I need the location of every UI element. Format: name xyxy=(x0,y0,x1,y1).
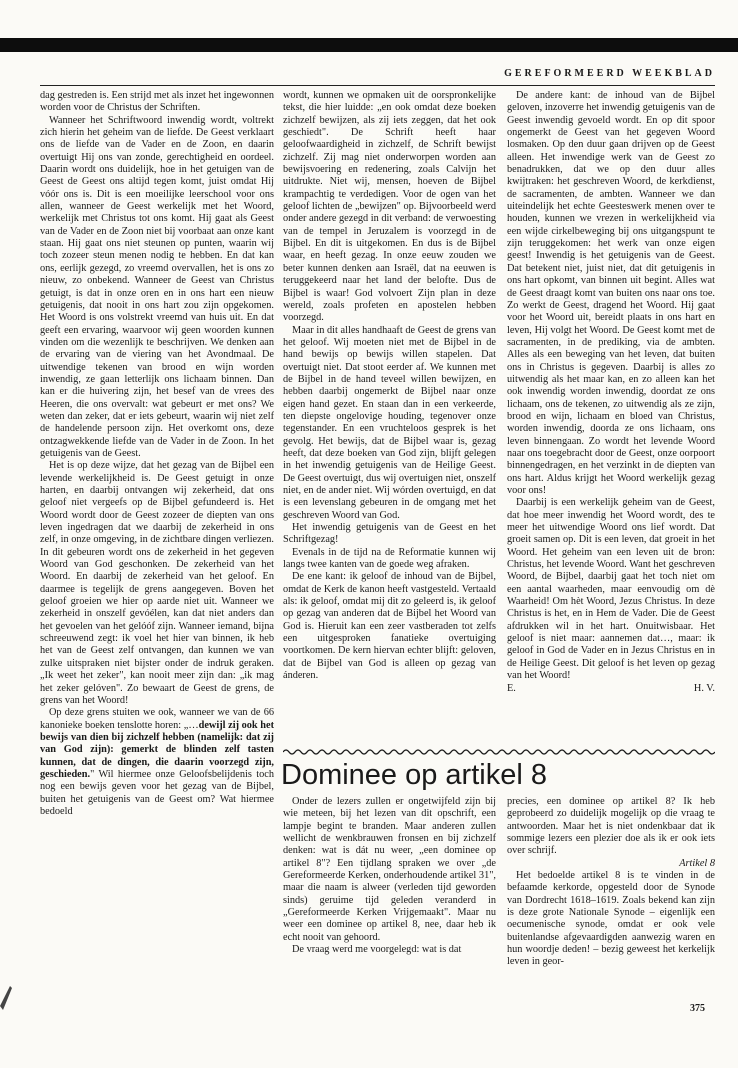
quote-lead: Op deze grens stuiten we ook, wanneer we van de 66 kanonieke boeken tenslotte horen: „… xyxy=(40,707,274,731)
signature-right: H. V. xyxy=(693,682,715,694)
paragraph: dag gestreden is. Een strijd met als inzet het ingewonnen worden voor de Christus der Schriften. xyxy=(40,90,274,114)
column-3-upper xyxy=(507,90,715,742)
paragraph: Het is op deze wijze, dat het gezag van de Bijbel een levende werkelijkheid is. De Geest getuigt in onze harten, en daarbij ontvangen wij zekerheid, dat ons geloof niet vergeefs op de Bijbel gefundeerd is. Het Woord wordt door de Geest zozeer de diepten van ons leven ingedragen dat we daarbij de zekerheid in ons zelf, in onze omgeving, in de zichtbare dingen verliezen. In dit gebeuren wordt ons de zekerheid in het gegeven Woord van God geschonken. De zekerheid van het Woord. En daarbij de zekerheid van het geloof. En daarmee is tegelijk de grens aangegeven. Boven het geloof groeien we hier op aarde niet uit. Wanneer we zekerheid in onszelf gevóélen, kan dat niet anders dan het gevoelen van het gelóóf zijn. Wanneer iemand, bijna schreeuwend zegt: ik voel het hier van binnen, ik heb het van de Geest zelf ontvangen, dan kunnen we van zulke uitspraken niet bijster onder de indruk geraken. „Ik weet het zeker", kan nooit meer zijn dan: „ik mag het zeker gelóven". Zo bewaart de Geest de grens, de grens van het Woord! xyxy=(40,460,274,706)
column-2-lower xyxy=(283,796,496,1002)
paragraph: De vraag werd me voorgelegd: wat is dat xyxy=(292,944,462,956)
subheading: Artikel 8 xyxy=(679,857,715,869)
quote-trail: " Wil hiermee onze Geloofsbelijdenis toch nog een bewijs geven voor het gezag van de Bijbel, buiten het getuigenis van de Geest om? Wat hiermee bedoeld xyxy=(40,768,274,817)
paragraph-confession-quote xyxy=(40,707,274,818)
paragraph: Wanneer het Schriftwoord inwendig wordt, voltrekt zich hierin het geheim van de liefde. De Geest verklaart ons de liefde van de Vader en de Zoon, en daarin overtuigt Hij ons van zonde, gerechtigheid en oordeel. Daarin wordt ons duidelijk, hoe in het getuigen van de Geest de Geest ons altijd tegen komt, juist omdat Hij vóór ons is. Dit is een moeilijke leerschool voor ons allen, wanneer de Geest werkelijk met het Woord, werkelijk met Christus tot ons komt. Hij gaat als Geest van de Vader en de Zoon niet bij voorbaat aan onze kant staan. Hij gaat ons niet steunen op punten, waarin wij toch zozeer steun menen nodig te hebben. En dat kan ons, eerlijk gezegd, zo vreemd overvallen, het is ons zo nieuw, zo onbekend. Wanneer de Geest van Christus getuigt, is dat in onze oren en in ons hart een nieuw getuigenis, dat nooit in ons hart zou zijn opgekomen. Het Woord is ons volstrekt vreemd van huis uit. En dat geeft een ervaring, waarvoor wij geen woorden kunnen vinden om die wezenlijk te beschrijven. We denken aan de ervaring van de viering van het Avondmaal. De uitwendige tekenen van brood en wijn worden inwendig, ze gaan letterlijk ons lichaam binnen. Dan kan er die huivering zijn, het besef van de vrees des Heeren, die ons overvalt: wat gebeurt er met ons? We weten dan zeker, dat er iets gebeurt, waarin wij niet zelf de handelende persoon zijn. Het overkomt ons, deze ontzagwekkende liefde van de Vader in de Zoon. In het getuigenis van de Geest. xyxy=(40,114,274,459)
paragraph: wordt, kunnen we opmaken uit de oorspronkelijke tekst, die hier luidde: „en ook omdat deze boeken zichzelf bewijzen, als zij iets zeggen, dat het ook geschiedt". De Schrift heeft haar geloofwaardigheid in zichzelf, de Schrift bewijst zichzelf. Zij mag niet onderworpen worden aan bewijsvoering en redenering, zoals Calvijn het uitdrukte. Niet wij, mensen, hoeven de Bijbel krampachtig te verdedigen. Voor de ogen van het geloof lichten de „bewijzen" op. Bijvoorbeeld werd onder andere gezegd in dit verband: de verwoesting van de tempel in Jeruzalem is voorzegd in de Bijbel. En dit is uitgekomen. En dus is de Bijbel waar, en heeft gezag. In onze eeuw zouden we beter kunnen denken aan Israël, dat na eeuwen is teruggekeerd naar het land der belofte. Dus de Bijbel is waar! God volvoert Zijn plan in deze wereld, zoals profeten en apostelen hebben voorzegd. xyxy=(283,90,496,324)
quote-bold: dewijl zij ook het bewijs van dien bij zichzelf hebben (namelijk: dat zij van God zijn): gemerkt de blinden zelf tasten kunnen, dat de dingen, die daarin voorzegd zijn, geschieden. xyxy=(40,719,274,780)
article-headline: Dominee op artikel 8 xyxy=(281,759,547,791)
wavy-divider xyxy=(283,748,715,756)
publication-masthead: GEREFORMEERD WEEKBLAD xyxy=(504,68,715,79)
paragraph: Onder de lezers zullen er ongetwijfeld zijn bij wie meteen, bij het lezen van dit opschrift, een lampje begint te branden. Maar anderen zullen wellicht de wenkbrauwen fronsen en bij zichzelf denken: wat is dát nu weer, „een dominee op artikel 8"? Een tijdlang spraken we over „de Gereformeerde Kerken, onderhoudende artikel 31", maar die naam is alweer (verleden tijd geworden sinds) geruime tijd geleden veranderd in „Gereformeerde Kerken Vrijgemaakt". Maar nu weer een dominee op artikel 8, nee, daar heb ik echt nooit van gehoord. xyxy=(283,796,496,943)
top-black-bar xyxy=(0,38,738,52)
scan-edge-mark xyxy=(0,980,14,1012)
paragraph: Het inwendig getuigenis van de Geest en het Schriftgezag! xyxy=(283,522,496,546)
column-1 xyxy=(40,90,274,1002)
paragraph: Maar in dit alles handhaaft de Geest de grens van het geloof. Wij moeten niet met de Bijbel in de hand bewijs op bewijs willen stapelen. Dat overtuigt niet. Dat stoot eerder af. We kunnen met de Bijbel in de hand teveel willen bewijzen, en hebben daarbij ongemerkt de Bijbel naar onze eigen hand gezet. En staan dan in een verkeerde, ten diepste ongelovige houding, tegenover onze tegenstander. En een vruchteloos gesprek is het gevolg. Het bewijs, dat de Bijbel waar is, gezag heeft, dat deze boeken van God zijn, blijft gelegen in het inwendig getuigenis van de Heilige Geest. De Geest overtuigt, dus wij overtuigen niet, onszelf niet, en de ander niet. Wij wórden overtuigd, en dat is een levenslang gebeuren in de omgang met het geschreven Woord van God. xyxy=(283,324,496,521)
paragraph: Evenals in de tijd na de Reformatie kunnen wij langs twee kanten van de goede weg afraken. xyxy=(283,546,496,571)
paragraph: precies, een dominee op artikel 8? Ik heb geprobeerd zo duidelijk mogelijk op die vraag te antwoorden. Maar het is niet ondenkbaar dat ik sommige lezers een plezier doe als ik er ook iets over schrijf. xyxy=(507,796,715,857)
column-3-lower xyxy=(507,796,715,1002)
paragraph: De ene kant: ik geloof de inhoud van de Bijbel, omdat de Kerk de kanon heeft vastgesteld. Vertaald als: ik geloof, omdat mij dit zo geleerd is, ik geloof op gezag van anderen dat de Bijbel het Woord van God is. Hieruit kan een zeer vastberaden tot zelfs een uitgesproken fanatieke overtuiging voortkomen. De kern hiervan echter blijft: geloven, dat de Bijbel van God is alleen op gezag van ánderen. xyxy=(283,571,496,682)
column-2-upper xyxy=(283,90,496,742)
paragraph: De andere kant: de inhoud van de Bijbel geloven, inzoverre het inwendig getuigenis van de Geest inwendig gevoeld wordt. En op dit spoor ongemerkt de Geest van het gegeven Woord losmaken. Op den duur gaan drijven op de Geest alleen. Het inwendige werk van de Geest zo benadrukken, dat we op den duur alles kwijtraken: het geschreven Woord, de kerkdienst, de sacramenten, de ambten. Wanneer we dan uiteindelijk het echte Geesteswerk menen over te houden, kunnen we vrezen in werkelijkheid via een wijde cirkelbeweging bij ons uitgangspunt te zijn teruggekomen: het werk van onze eigen geest! Inwendig is het getuigenis van de Geest. Dat betekent niet, juist niet, dat dit getuigenis in ons hart opkomt, van binnen uit begint. Alles wat de Geest draagt komt van buiten ons naar ons toe. Zo werkt de Geest, dragend het Woord. Hij gaat voor het Woord uit, bereidt plaats in ons hart en leven, Hij volgt het Woord. De Geest komt met de sacramenten, in de prediking, via de ambten. Alles als een beweging van het leven, dat buiten ons in Christus is gegeven. Daarbij is alles zo uitwendig als het maar kan, en zo alleen kan het ook inwendig worden inwendig, doordat ze ons lichaam, ons de tekenen, zo uitwendig als ze zijn, brood en wijn, lichaam en bloed van Christus, worden inwendig, doorda ze ons lichaam, ons leven binnengaan. Zo wordt het levende Woord naar ons toegebracht door de Geest, onze oorpoort binnengedragen, en het verzinkt in de diepten van ons hart. Aldus krijgt het Woord werkelijk gezag voor ons! xyxy=(507,90,715,496)
paragraph: Daarbij is een werkelijk geheim van de Geest, dat hoe meer inwendig het Woord wordt, des te meer het uitwendige Woord ons lief wordt. Dat groeit samen op. Dit is een leven, dat groeit in het Woord. Het geheim van een leven uit de bron: Christus, het levende Woord. Want het geschreven Woord, de Bijbel, daarbij gaat het toch niet om een aantal waarheden, maar eenvoudig om dè Waarheid! Om hèt Woord, Jezus Christus. In deze Christus is het, en in Hem de Vader. Die de Geest afdrukken wil in het hart. Onuitwisbaar. Het geloof is niet maar: aannemen dat…, maar: ik geloof in God de Vader en in Jezus Christus en in de Heilige Geest. Dit geloof is het leven op gezag van het Woord! xyxy=(507,497,715,682)
paragraph: Het bedoelde artikel 8 is te vinden in de befaamde kerkorde, opgesteld door de Synode van Dordrecht 1618–1619. Zoals bekend kan zijn is deze grote Nationale Synode – eigenlijk een oecumenische synode, omdat er ook vele buitenlandse afgevaardigden aanwezig waren en hun woordje deden! – bezig geweest het kerkelijk leven in geor- xyxy=(507,870,715,968)
signature-line xyxy=(507,683,715,695)
page-number: 375 xyxy=(690,1003,705,1014)
signature-left: E. xyxy=(507,682,516,694)
header-rule xyxy=(40,85,715,86)
